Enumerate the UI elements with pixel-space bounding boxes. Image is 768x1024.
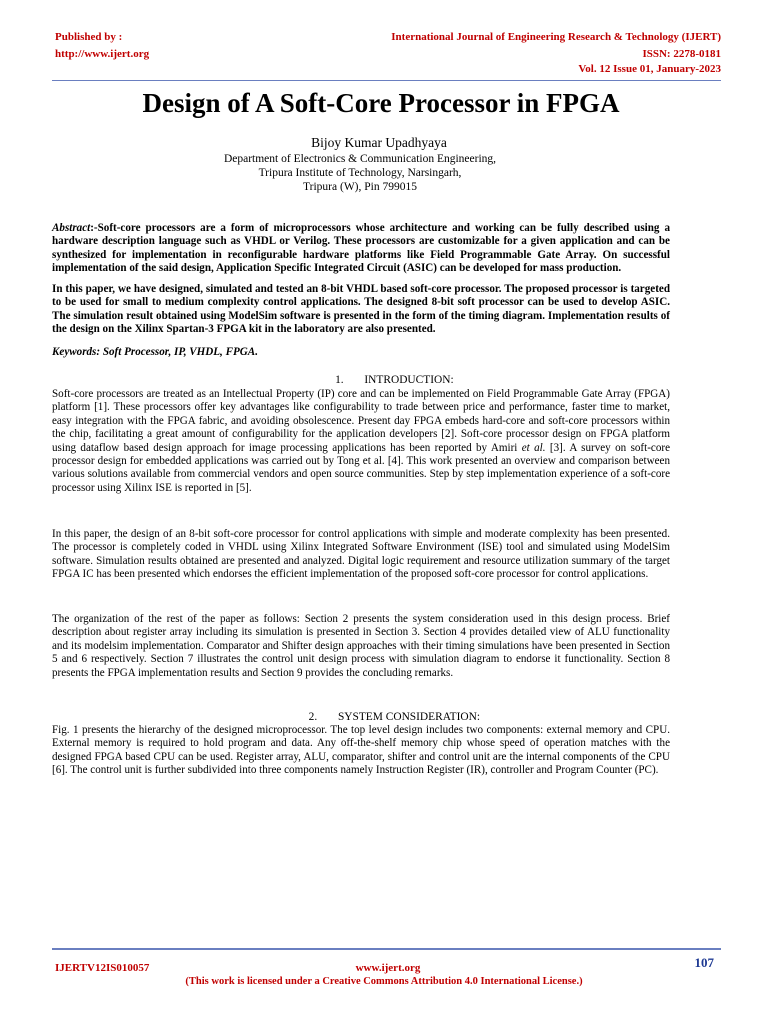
affiliation-line-2: Tripura Institute of Technology, Narsingarh, — [258, 167, 462, 179]
section-1-number: 1. — [335, 374, 344, 386]
page-number: 107 — [694, 955, 714, 970]
header-divider — [52, 80, 721, 81]
paper-id: IJERTV12IS010057 — [55, 962, 150, 974]
volume-issue: Vol. 12 Issue 01, January-2023 — [578, 63, 721, 75]
section-2-heading — [0, 711, 768, 723]
intro-paragraph-1 — [52, 388, 670, 495]
license-notice: (This work is licensed under a Creative Commons Attribution 4.0 International License.) — [185, 976, 583, 987]
intro-text-a: Soft-core processors are treated as an Intellectual Property (IP) core and can be implemented on Field Programmable Gate Array (FPGA) platform [1]. These processors offer key advantages like configurability to trade between price and performance, faster time to market, easy integration with the FPGA fabric, and avoiding obsolescence. Present day FPGA embeds hard-core and soft-core processors within the chip, facilitating a great amount of configurability for the application developers [2]. Soft-core processor design on FPGA platform using dataflow based design approach for image processing applications has been reported by Amiri — [52, 388, 670, 454]
section-1-heading — [0, 374, 768, 386]
issn: ISSN: 2278-0181 — [642, 48, 721, 60]
keywords: Keywords: Soft Processor, IP, VHDL, FPGA. — [52, 346, 258, 358]
system-paragraph-1: Fig. 1 presents the hierarchy of the designed microprocessor. The top level design includes two components: external memory and CPU. External memory is required to hold program and data. Any off-the-shelf memory chip whose speed of operation matches with the designed FPGA based CPU can be used. Register array, ALU, comparator, shifter and control unit are the internal components of the CPU [6]. The control unit is further subdivided into three components namely Instruction Register (IR), controller and Program Counter (PC). — [52, 724, 670, 777]
paper-title: Design of A Soft-Core Processor in FPGA — [142, 88, 620, 118]
abstract-paragraph-2: In this paper, we have designed, simulated and tested an 8-bit VHDL based soft-core processor. The proposed processor is targeted to be used for small to medium complexity control applications. The designed 8-bit soft processor can be used to develop ASIC. The simulation result obtained using ModelSim software is presented in the form of the timing diagram. Implementation results of the design on the Xilinx Spartan-3 FPGA kit in the laboratory are also presented. — [52, 283, 670, 336]
footer-url[interactable]: www.ijert.org — [355, 962, 421, 974]
section-2-title: SYSTEM CONSIDERATION: — [337, 711, 481, 723]
abstract-text-1: :-Soft-core processors are a form of microprocessors whose architecture and working can be fully described using a hardware description language such as VHDL or Verilog. These processors are customizable for a given application and can be synthesized for implementation in reconfigurable hardware platforms like Field Programmable Gate Array. On successful implementation of the said design, Application Specific Integrated Circuit (ASIC) can be developed for mass production. — [52, 222, 670, 275]
intro-text-b: [3]. A survey on soft-core processor design for embedded applications was carried out by Tong et al. [4]. This work presented an overview and comparison between various solutions available from commercial vendors and open source communities. Step by step implementation experience of a soft-core processor using Xilinx ISE is reported in [5]. — [52, 441, 670, 494]
abstract-paragraph-1 — [52, 222, 670, 276]
journal-url[interactable]: http://www.ijert.org — [55, 48, 150, 60]
intro-paragraph-2: In this paper, the design of an 8-bit soft-core processor for control applications with simple and moderate complexity has been presented. The processor is completely coded in VHDL using Xilinx Integrated Software Environment (ISE) tool and simulated using ModelSim software. Simulation results obtained are presented and analyzed. Digital logic requirement and resource utilization summary of the target FPGA IC has been presented which endorses the efficient implementation of the proposed soft-core processor for control applications. — [52, 528, 670, 581]
section-2-number: 2. — [308, 711, 318, 723]
abstract-label: Abstract — [52, 222, 91, 234]
author-name: Bijoy Kumar Upadhyaya — [311, 135, 447, 150]
footer-divider — [52, 948, 721, 950]
affiliation-line-1: Department of Electronics & Communication Engineering, — [223, 153, 497, 165]
journal-name: International Journal of Engineering Research & Technology (IJERT) — [391, 31, 721, 43]
section-1-title: INTRODUCTION: — [364, 374, 454, 386]
affiliation-line-3: Tripura (W), Pin 799015 — [303, 181, 417, 193]
publisher-label: Published by : — [55, 31, 123, 43]
intro-paragraph-3: The organization of the rest of the paper as follows: Section 2 presents the system consideration used in this design process. Brief description about register array including its simulation is presented in Section 3. Section 4 provides detailed view of ALU functionality and its modelsim implementation. Comparator and Shifter design approaches with their timing simulations have been presented in Section 5 and 6 respectively. Section 7 illustrates the control unit design process with simulation diagram to endorse it functionality. Section 8 presents the FPGA implementation results and Section 9 provides the concluding remarks. — [52, 613, 670, 679]
intro-et-al: et al. — [521, 441, 546, 454]
